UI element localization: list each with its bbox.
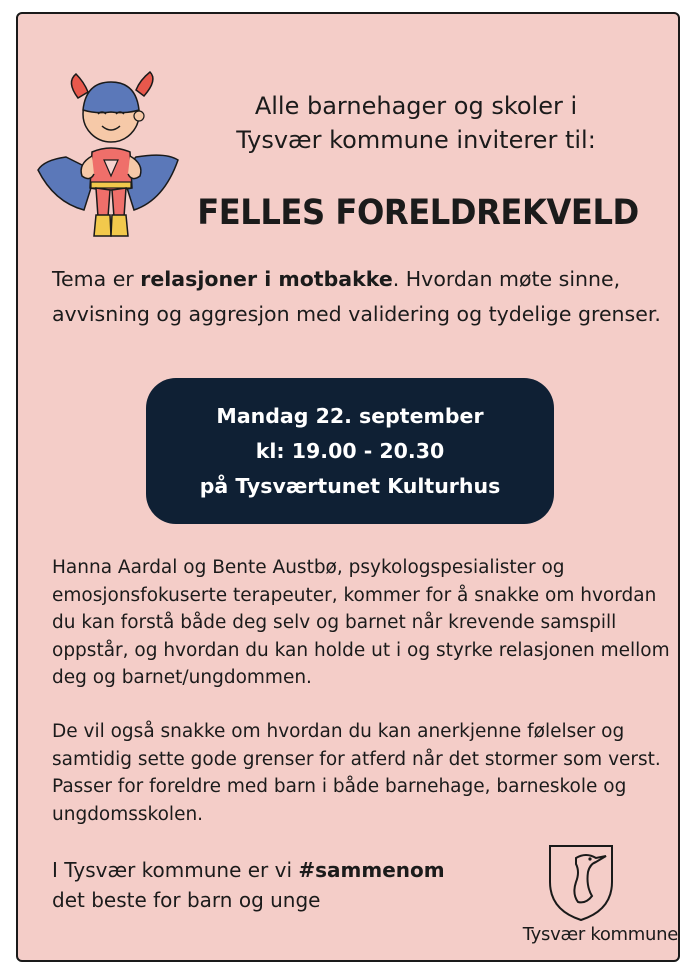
event-date: Mandag 22. september xyxy=(216,403,484,428)
event-time: kl: 19.00 - 20.30 xyxy=(255,438,445,463)
municipality-name: Tysvær kommune xyxy=(522,924,678,945)
invite-line-2: Tysvær kommune inviterer til: xyxy=(236,125,596,154)
invite-text xyxy=(190,90,642,157)
theme-prefix: Tema er xyxy=(52,267,141,291)
heron-coat-of-arms-icon xyxy=(546,842,616,922)
theme-bold: relasjoner i motbakke xyxy=(140,267,393,291)
closing-text xyxy=(52,855,512,915)
closing-prefix: I Tysvær kommune er vi xyxy=(52,858,299,882)
body-paragraph-2: De vil også snakke om hvordan du kan anerkjenne følelser og samtidig sette gode grenser for atferd når det stormer som verst. Passer for foreldre med barn i både barnehage, barneskole og ungdomsskolen. xyxy=(52,721,661,825)
event-info-box xyxy=(146,378,554,524)
event-place: på Tysværtunet Kulturhus xyxy=(199,473,501,498)
poster-card xyxy=(16,12,680,962)
closing-line-1 xyxy=(52,855,512,885)
body-paragraph-1: Hanna Aardal og Bente Austbø, psykologspesialister og emosjonsfokuserte terapeuter, kommer for å snakke om hvordan du kan forstå både deg selv og barnet når krevende samspill oppstår, og hvordan du kan holde ut i og styrke relasjonen mellom deg og barnet/ungdommen. xyxy=(52,557,670,689)
hashtag: #sammenom xyxy=(298,858,445,882)
theme-rest: . Hvordan møte sinne, avvisning og aggresjon med validering og tydelige grenser. xyxy=(52,267,661,326)
invite-line-1: Alle barnehager og skoler i xyxy=(254,92,578,120)
superhero-child-icon xyxy=(36,52,186,252)
page-title: FELLES FORELDREKVELD xyxy=(197,193,639,233)
closing-line-2: det beste for barn og unge xyxy=(52,888,321,912)
theme-paragraph xyxy=(52,262,672,332)
